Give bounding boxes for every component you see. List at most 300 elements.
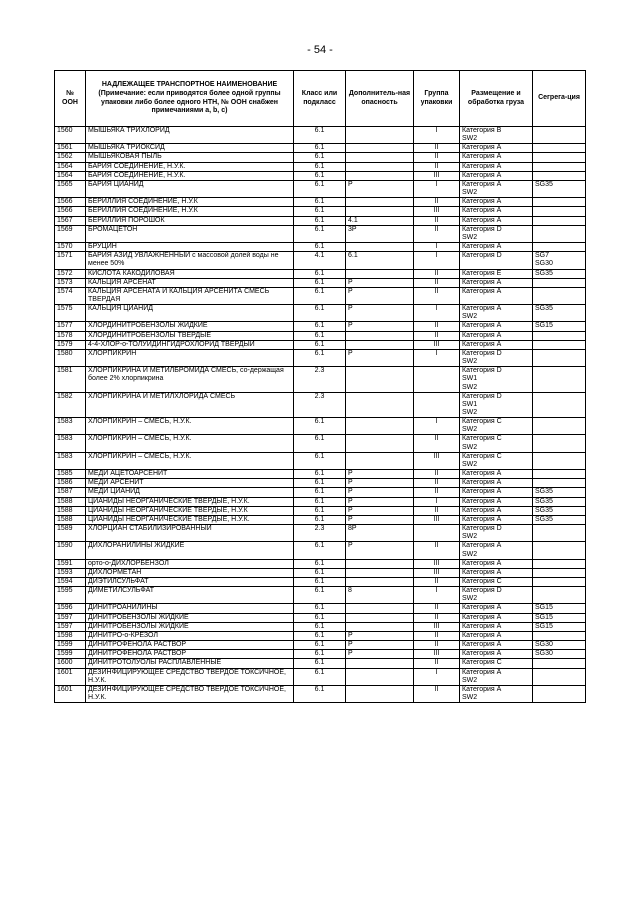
cell-shipping-name: ЦИАНИДЫ НЕОРГАНИЧЕСКИЕ ТВЕРДЫЕ, Н.У.К — [86, 506, 294, 515]
table-row — [55, 144, 586, 153]
cell-un-number: 1597 — [55, 622, 86, 631]
cell-stowage: Категория A — [460, 287, 533, 304]
cell-segregation — [533, 287, 586, 304]
cell-un-number: 1581 — [55, 367, 86, 392]
cell-packing-group: II — [414, 577, 460, 586]
cell-class: 6.1 — [294, 349, 346, 366]
cell-shipping-name: ХЛОРПИКРИН — [86, 349, 294, 366]
cell-un-number: 1591 — [55, 559, 86, 568]
cell-class: 6.1 — [294, 127, 346, 144]
cell-un-number: 1599 — [55, 650, 86, 659]
cell-packing-group: II — [414, 225, 460, 242]
cell-subsidiary-risk: P — [346, 650, 414, 659]
dangerous-goods-table — [54, 70, 586, 703]
cell-shipping-name: МЫШЬЯКА ТРИХЛОРИД — [86, 127, 294, 144]
cell-stowage: Категория A — [460, 604, 533, 613]
cell-subsidiary-risk: P — [346, 305, 414, 322]
cell-un-number: 1601 — [55, 668, 86, 685]
cell-subsidiary-risk — [346, 331, 414, 340]
table-row — [55, 577, 586, 586]
cell-packing-group: I — [414, 349, 460, 366]
header-un-number: № ООН — [55, 71, 86, 127]
cell-class: 6.1 — [294, 568, 346, 577]
cell-packing-group: II — [414, 153, 460, 162]
cell-un-number: 1594 — [55, 577, 86, 586]
cell-shipping-name: КАЛЬЦИЯ АРСЕНАТ — [86, 278, 294, 287]
cell-class: 6.1 — [294, 577, 346, 586]
table-row — [55, 622, 586, 631]
cell-stowage: Категория A SW2 — [460, 668, 533, 685]
header-packing-group: Группа упаковки — [414, 71, 460, 127]
cell-segregation — [533, 435, 586, 452]
cell-shipping-name: ДИНИТРОФЕНОЛА РАСТВОР — [86, 650, 294, 659]
table-row — [55, 216, 586, 225]
cell-segregation — [533, 153, 586, 162]
cell-shipping-name: ДИНИТРОАНИЛИНЫ — [86, 604, 294, 613]
cell-segregation — [533, 525, 586, 542]
cell-un-number: 1571 — [55, 252, 86, 269]
cell-shipping-name: ХЛОРПИКРИН – СМЕСЬ, Н.У.К. — [86, 418, 294, 435]
table-row — [55, 349, 586, 366]
cell-packing-group: III — [414, 559, 460, 568]
cell-stowage: Категория D SW2 — [460, 349, 533, 366]
table-row — [55, 559, 586, 568]
cell-un-number: 1589 — [55, 525, 86, 542]
cell-stowage: Категория A — [460, 322, 533, 331]
cell-shipping-name: ХЛОРПИКРИН – СМЕСЬ, Н.У.К. — [86, 452, 294, 469]
cell-un-number: 1575 — [55, 305, 86, 322]
cell-class: 6.1 — [294, 243, 346, 252]
cell-stowage: Категория A — [460, 568, 533, 577]
cell-packing-group: III — [414, 340, 460, 349]
cell-stowage: Категория D SW2 — [460, 225, 533, 242]
cell-packing-group: II — [414, 278, 460, 287]
cell-un-number: 1561 — [55, 144, 86, 153]
cell-un-number: 1574 — [55, 287, 86, 304]
table-row — [55, 278, 586, 287]
cell-packing-group: I — [414, 497, 460, 506]
cell-un-number: 1570 — [55, 243, 86, 252]
cell-packing-group: II — [414, 269, 460, 278]
cell-class: 6.1 — [294, 216, 346, 225]
cell-stowage: Категория A — [460, 622, 533, 631]
cell-subsidiary-risk: P — [346, 287, 414, 304]
table-row — [55, 367, 586, 392]
cell-packing-group: III — [414, 568, 460, 577]
cell-shipping-name: КАЛЬЦИЯ АРСЕНАТА И КАЛЬЦИЯ АРСЕНИТА СМЕСЬ ТВЕРДАЯ — [86, 287, 294, 304]
cell-subsidiary-risk: P — [346, 641, 414, 650]
cell-packing-group — [414, 392, 460, 417]
table-row — [55, 488, 586, 497]
table-row — [55, 198, 586, 207]
cell-subsidiary-risk — [346, 171, 414, 180]
cell-shipping-name: ДИНИТРОФЕНОЛА РАСТВОР — [86, 641, 294, 650]
cell-segregation — [533, 685, 586, 702]
cell-un-number: 1599 — [55, 641, 86, 650]
cell-stowage: Категория A — [460, 331, 533, 340]
cell-class: 6.1 — [294, 435, 346, 452]
cell-segregation — [533, 162, 586, 171]
cell-subsidiary-risk — [346, 418, 414, 435]
cell-stowage: Категория C — [460, 659, 533, 668]
cell-class: 6.1 — [294, 622, 346, 631]
cell-class: 6.1 — [294, 331, 346, 340]
cell-un-number: 1587 — [55, 488, 86, 497]
table-row — [55, 613, 586, 622]
cell-segregation — [533, 577, 586, 586]
cell-packing-group: I — [414, 305, 460, 322]
cell-segregation — [533, 331, 586, 340]
table-row — [55, 252, 586, 269]
cell-segregation — [533, 418, 586, 435]
cell-segregation — [533, 340, 586, 349]
cell-segregation: SG7 SG30 — [533, 252, 586, 269]
cell-subsidiary-risk: P — [346, 479, 414, 488]
cell-stowage: Категория C SW2 — [460, 452, 533, 469]
cell-shipping-name: БРОМАЦЕТОН — [86, 225, 294, 242]
cell-packing-group: I — [414, 252, 460, 269]
cell-class: 6.1 — [294, 559, 346, 568]
cell-un-number: 1593 — [55, 568, 86, 577]
table-row — [55, 171, 586, 180]
cell-class: 6.1 — [294, 322, 346, 331]
cell-packing-group: II — [414, 287, 460, 304]
cell-shipping-name: ЦИАНИДЫ НЕОРГАНИЧЕСКИЕ ТВЕРДЫЕ, Н.У.К. — [86, 497, 294, 506]
cell-stowage: Категория C SW2 — [460, 418, 533, 435]
cell-segregation: SG35 — [533, 515, 586, 524]
cell-segregation — [533, 542, 586, 559]
cell-segregation — [533, 470, 586, 479]
cell-class: 6.1 — [294, 418, 346, 435]
cell-shipping-name: ДИЭТИЛСУЛЬФАТ — [86, 577, 294, 586]
cell-segregation — [533, 171, 586, 180]
cell-segregation: SG15 — [533, 604, 586, 613]
cell-packing-group: II — [414, 479, 460, 488]
cell-stowage: Категория A — [460, 515, 533, 524]
cell-shipping-name: ХЛОРДИНИТРОБЕНЗОЛЫ ТВЕРДЫЕ — [86, 331, 294, 340]
cell-segregation: SG35 — [533, 488, 586, 497]
cell-stowage: Категория D SW2 — [460, 587, 533, 604]
cell-shipping-name: ХЛОРЦИАН СТАБИЛИЗИРОВАННЫЙ — [86, 525, 294, 542]
cell-stowage: Категория A — [460, 153, 533, 162]
cell-shipping-name: МЕДИ АЦЕТОАРСЕНИТ — [86, 470, 294, 479]
cell-packing-group: II — [414, 604, 460, 613]
cell-packing-group: II — [414, 470, 460, 479]
cell-subsidiary-risk — [346, 622, 414, 631]
cell-shipping-name: МЕДИ ЦИАНИД — [86, 488, 294, 497]
cell-un-number: 1583 — [55, 452, 86, 469]
cell-packing-group: II — [414, 613, 460, 622]
cell-class: 6.1 — [294, 198, 346, 207]
cell-shipping-name: БЕРИЛЛИЯ СОЕДИНЕНИЕ, Н.У.К — [86, 198, 294, 207]
cell-un-number: 1600 — [55, 659, 86, 668]
cell-class: 6.1 — [294, 470, 346, 479]
cell-segregation — [533, 559, 586, 568]
cell-subsidiary-risk: P — [346, 322, 414, 331]
table-row — [55, 127, 586, 144]
cell-packing-group — [414, 525, 460, 542]
cell-class: 6.1 — [294, 171, 346, 180]
cell-stowage: Категория A — [460, 641, 533, 650]
cell-un-number: 1566 — [55, 207, 86, 216]
cell-un-number: 1583 — [55, 435, 86, 452]
cell-stowage: Категория A — [460, 162, 533, 171]
cell-segregation: SG15 — [533, 622, 586, 631]
cell-subsidiary-risk: P — [346, 542, 414, 559]
cell-packing-group: III — [414, 650, 460, 659]
table-row — [55, 668, 586, 685]
cell-segregation — [533, 243, 586, 252]
cell-shipping-name: БЕРИЛЛИЯ СОЕДИНЕНИЕ, Н.У.К — [86, 207, 294, 216]
cell-class: 6.1 — [294, 604, 346, 613]
cell-segregation: SG15 — [533, 322, 586, 331]
table-row — [55, 515, 586, 524]
cell-class: 6.1 — [294, 515, 346, 524]
cell-class: 6.1 — [294, 506, 346, 515]
cell-packing-group: I — [414, 418, 460, 435]
cell-shipping-name: БАРИЯ АЗИД УВЛАЖНЕННЫЙ с массовой долей воды не менее 50% — [86, 252, 294, 269]
cell-segregation — [533, 127, 586, 144]
cell-stowage: Категория A — [460, 559, 533, 568]
cell-un-number: 1588 — [55, 515, 86, 524]
cell-shipping-name: ДИХЛОРМЕТАН — [86, 568, 294, 577]
cell-segregation: SG30 — [533, 650, 586, 659]
cell-segregation — [533, 587, 586, 604]
cell-class: 2.3 — [294, 367, 346, 392]
cell-class: 6.1 — [294, 641, 346, 650]
cell-packing-group: II — [414, 631, 460, 640]
cell-packing-group: II — [414, 162, 460, 171]
table-row — [55, 587, 586, 604]
cell-stowage: Категория A — [460, 171, 533, 180]
cell-stowage: Категория A — [460, 488, 533, 497]
cell-packing-group: III — [414, 207, 460, 216]
cell-class: 6.1 — [294, 542, 346, 559]
cell-un-number: 1583 — [55, 418, 86, 435]
cell-shipping-name: БЕРИЛЛИЯ ПОРОШОК — [86, 216, 294, 225]
table-row — [55, 497, 586, 506]
cell-shipping-name: ЦИАНИДЫ НЕОРГАНИЧЕСКИЕ ТВЕРДЫЕ, Н.У.К. — [86, 515, 294, 524]
cell-subsidiary-risk — [346, 144, 414, 153]
cell-subsidiary-risk: P — [346, 506, 414, 515]
cell-shipping-name: орто-о-ДИХЛОРБЕНЗОЛ — [86, 559, 294, 568]
cell-packing-group: II — [414, 322, 460, 331]
cell-un-number: 1597 — [55, 613, 86, 622]
cell-subsidiary-risk — [346, 604, 414, 613]
cell-un-number: 1569 — [55, 225, 86, 242]
cell-packing-group: III — [414, 452, 460, 469]
cell-packing-group: II — [414, 144, 460, 153]
table-row — [55, 525, 586, 542]
cell-un-number: 1580 — [55, 349, 86, 366]
header-shipping-name: НАДЛЕЖАЩЕЕ ТРАНСПОРТНОЕ НАИМЕНОВАНИЕ (Примечание: если приводятся более одной группы упаковки либо более одного НТН, № ООН снабжен примечаниями a, b, c) — [86, 71, 294, 127]
header-segregation: Сегрега-ция — [533, 71, 586, 127]
cell-shipping-name: КАЛЬЦИЯ ЦИАНИД — [86, 305, 294, 322]
cell-subsidiary-risk: 6.1 — [346, 252, 414, 269]
cell-un-number: 1565 — [55, 180, 86, 197]
cell-stowage: Категория A — [460, 479, 533, 488]
table-row — [55, 418, 586, 435]
cell-packing-group: II — [414, 659, 460, 668]
cell-segregation — [533, 198, 586, 207]
cell-stowage: Категория A — [460, 506, 533, 515]
cell-segregation — [533, 367, 586, 392]
table-row — [55, 225, 586, 242]
cell-subsidiary-risk: 8P — [346, 525, 414, 542]
cell-stowage: Категория A — [460, 144, 533, 153]
table-row — [55, 340, 586, 349]
cell-stowage: Категория A SW2 — [460, 305, 533, 322]
cell-segregation — [533, 144, 586, 153]
cell-shipping-name: БРУЦИН — [86, 243, 294, 252]
cell-segregation: SG35 — [533, 497, 586, 506]
cell-segregation — [533, 392, 586, 417]
table-row — [55, 162, 586, 171]
table-row — [55, 287, 586, 304]
cell-packing-group: I — [414, 180, 460, 197]
cell-un-number: 1560 — [55, 127, 86, 144]
table-row — [55, 542, 586, 559]
cell-un-number: 1590 — [55, 542, 86, 559]
cell-subsidiary-risk — [346, 577, 414, 586]
cell-shipping-name: КИСЛОТА КАКОДИЛОВАЯ — [86, 269, 294, 278]
table-row — [55, 435, 586, 452]
cell-subsidiary-risk: P — [346, 488, 414, 497]
cell-un-number: 1564 — [55, 162, 86, 171]
cell-subsidiary-risk — [346, 435, 414, 452]
cell-segregation — [533, 225, 586, 242]
cell-shipping-name: ДЕЗИНФИЦИРУЮЩЕЕ СРЕДСТВО ТВЕРДОЕ ТОКСИЧНОЕ, Н.У.К. — [86, 668, 294, 685]
cell-un-number: 1577 — [55, 322, 86, 331]
cell-class: 6.1 — [294, 269, 346, 278]
cell-class: 4.1 — [294, 252, 346, 269]
cell-segregation — [533, 479, 586, 488]
cell-class: 6.1 — [294, 340, 346, 349]
table-row — [55, 641, 586, 650]
cell-stowage: Категория A — [460, 278, 533, 287]
cell-subsidiary-risk — [346, 613, 414, 622]
cell-stowage: Категория A — [460, 613, 533, 622]
cell-segregation: SG30 — [533, 641, 586, 650]
cell-stowage: Категория A — [460, 631, 533, 640]
cell-un-number: 1586 — [55, 479, 86, 488]
cell-un-number: 1585 — [55, 470, 86, 479]
cell-segregation — [533, 631, 586, 640]
cell-stowage: Категория A SW2 — [460, 180, 533, 197]
cell-stowage: Категория D — [460, 252, 533, 269]
cell-packing-group: II — [414, 435, 460, 452]
cell-packing-group: II — [414, 506, 460, 515]
cell-class: 6.1 — [294, 287, 346, 304]
cell-segregation: SG35 — [533, 506, 586, 515]
cell-packing-group: I — [414, 243, 460, 252]
table-row — [55, 331, 586, 340]
cell-shipping-name: ХЛОРПИКРИНА И МЕТИЛБРОМИДА СМЕСЬ, со-держащая более 2% хлорпикрина — [86, 367, 294, 392]
cell-subsidiary-risk — [346, 207, 414, 216]
table-row — [55, 685, 586, 702]
cell-packing-group: III — [414, 515, 460, 524]
cell-subsidiary-risk: P — [346, 470, 414, 479]
cell-subsidiary-risk: P — [346, 515, 414, 524]
cell-class: 6.1 — [294, 225, 346, 242]
cell-class: 6.1 — [294, 144, 346, 153]
cell-shipping-name: МЕДИ АРСЕНИТ — [86, 479, 294, 488]
cell-subsidiary-risk — [346, 559, 414, 568]
cell-class: 6.1 — [294, 613, 346, 622]
cell-segregation — [533, 668, 586, 685]
page-number: - 54 - — [307, 44, 333, 56]
cell-class: 6.1 — [294, 278, 346, 287]
cell-shipping-name: ДИНИТРОБЕНЗОЛЫ ЖИДКИЕ — [86, 613, 294, 622]
cell-stowage: Категория B SW2 — [460, 127, 533, 144]
cell-packing-group: II — [414, 216, 460, 225]
cell-subsidiary-risk — [346, 269, 414, 278]
table-row — [55, 470, 586, 479]
cell-subsidiary-risk: 4.1 — [346, 216, 414, 225]
cell-shipping-name: МЫШЬЯКОВАЯ ПЫЛЬ — [86, 153, 294, 162]
table-row — [55, 180, 586, 197]
cell-subsidiary-risk: P — [346, 278, 414, 287]
cell-subsidiary-risk: P — [346, 349, 414, 366]
cell-stowage: Категория A — [460, 340, 533, 349]
cell-segregation: SG35 — [533, 180, 586, 197]
cell-segregation — [533, 207, 586, 216]
cell-packing-group: II — [414, 641, 460, 650]
cell-shipping-name: БАРИЯ СОЕДИНЕНИЕ, Н.У.К. — [86, 171, 294, 180]
table-row — [55, 322, 586, 331]
cell-subsidiary-risk: P — [346, 631, 414, 640]
cell-packing-group: II — [414, 488, 460, 497]
cell-class: 2.3 — [294, 525, 346, 542]
cell-un-number: 1566 — [55, 198, 86, 207]
cell-un-number: 1573 — [55, 278, 86, 287]
table-row — [55, 305, 586, 322]
cell-shipping-name: ДИНИТРОТОЛУОЛЫ РАСПЛАВЛЕННЫЕ — [86, 659, 294, 668]
table-row — [55, 452, 586, 469]
cell-class: 2.3 — [294, 392, 346, 417]
table-row — [55, 392, 586, 417]
cell-class: 6.1 — [294, 488, 346, 497]
cell-segregation: SG35 — [533, 269, 586, 278]
table-row — [55, 604, 586, 613]
cell-un-number: 1598 — [55, 631, 86, 640]
cell-un-number: 1582 — [55, 392, 86, 417]
cell-segregation: SG35 — [533, 305, 586, 322]
cell-class: 6.1 — [294, 207, 346, 216]
cell-segregation: SG15 — [533, 613, 586, 622]
cell-un-number: 1567 — [55, 216, 86, 225]
header-class: Класс или подкласс — [294, 71, 346, 127]
cell-packing-group — [414, 367, 460, 392]
cell-subsidiary-risk — [346, 367, 414, 392]
cell-subsidiary-risk — [346, 243, 414, 252]
cell-packing-group: II — [414, 331, 460, 340]
cell-un-number: 1595 — [55, 587, 86, 604]
header-stowage: Размещение и обработка груза — [460, 71, 533, 127]
cell-un-number: 1588 — [55, 497, 86, 506]
cell-stowage: Категория D SW2 — [460, 525, 533, 542]
cell-shipping-name: ДИХЛОРАНИЛИНЫ ЖИДКИЕ — [86, 542, 294, 559]
cell-subsidiary-risk: P — [346, 180, 414, 197]
cell-un-number: 1579 — [55, 340, 86, 349]
cell-subsidiary-risk: 8 — [346, 587, 414, 604]
table-row — [55, 659, 586, 668]
cell-shipping-name: ХЛОРПИКРИНА И МЕТИЛХЛОРИДА СМЕСЬ — [86, 392, 294, 417]
cell-stowage: Категория D SW1 SW2 — [460, 392, 533, 417]
cell-subsidiary-risk — [346, 127, 414, 144]
cell-subsidiary-risk: 3P — [346, 225, 414, 242]
table-row — [55, 207, 586, 216]
